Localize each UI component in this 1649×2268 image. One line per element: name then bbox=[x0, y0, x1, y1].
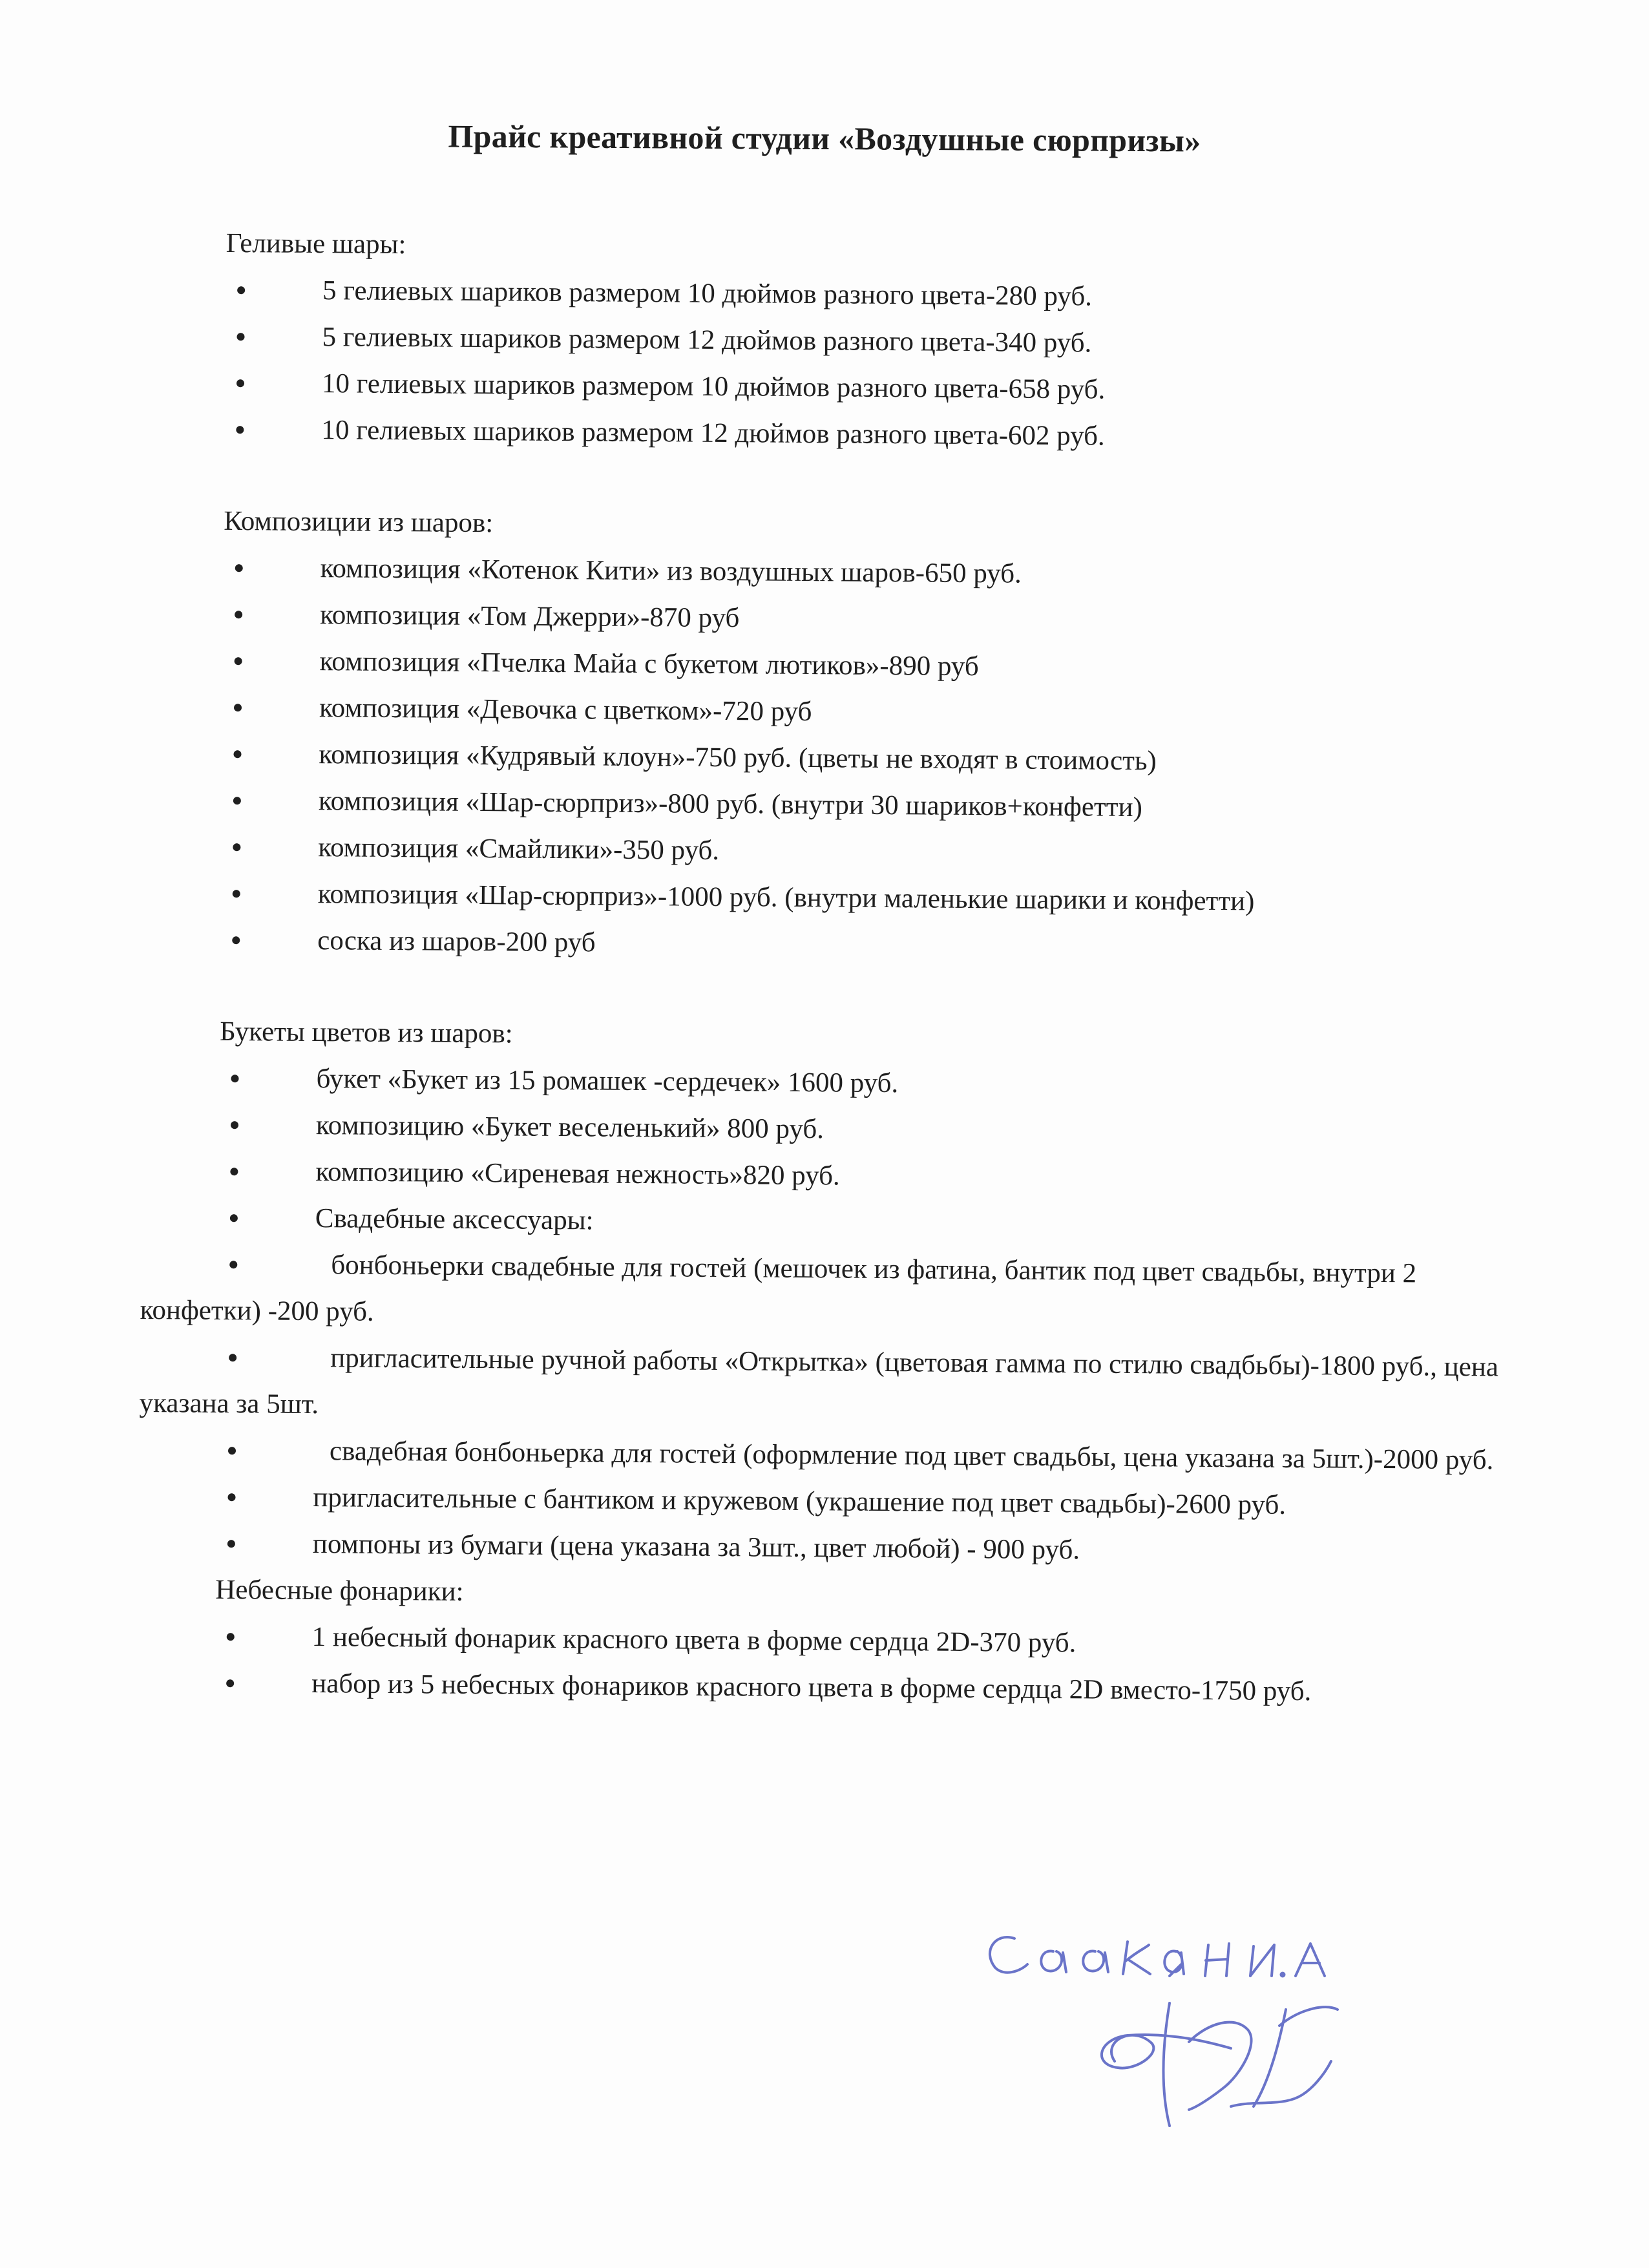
bullet-icon: ● bbox=[232, 697, 244, 718]
signature bbox=[976, 1913, 1441, 2158]
list-item: ● композиция «Девочка с цветком»-720 руб bbox=[145, 684, 1515, 741]
list-compositions bbox=[143, 544, 1516, 974]
bullet-icon: ● bbox=[229, 1115, 240, 1135]
bullet-icon: ● bbox=[226, 1487, 238, 1507]
section-heading-bouquets: Букеты цветов из шаров: bbox=[219, 1016, 513, 1049]
bullet-icon: ● bbox=[229, 1068, 241, 1089]
list-item: ● композицию «Букет веселенький» 800 руб. bbox=[142, 1101, 1512, 1159]
list-item: ● композиция «Шар-сюрприз»-1000 руб. (внутри маленькие шарики и конфетти) bbox=[143, 870, 1514, 927]
list-item: ● композиция «Кудрявый клоун»-750 руб. (цветы не входят в стоимость) bbox=[144, 730, 1515, 788]
section-heading-lanterns: Небесные фонарики: bbox=[215, 1574, 464, 1607]
bullet-icon: ● bbox=[225, 1626, 236, 1647]
price-list bbox=[137, 220, 1518, 1717]
bullet-icon: ● bbox=[231, 790, 243, 811]
section-heading-compositions: Композиции из шаров: bbox=[224, 505, 494, 539]
bullet-icon: ● bbox=[235, 326, 247, 347]
bullet-icon: ● bbox=[226, 1533, 237, 1554]
list-item: ● композицию «Сиреневая нежность»820 руб. bbox=[141, 1148, 1511, 1205]
list-item: ● набор из 5 небесных фонариков красного цвета в форме сердца 2D вместо-1750 руб. bbox=[137, 1659, 1507, 1717]
signature-ink bbox=[990, 1937, 1338, 2126]
bullet-icon: ● bbox=[226, 1440, 238, 1461]
bullet-icon: ● bbox=[231, 883, 242, 904]
bullet-icon: ● bbox=[233, 651, 244, 671]
list-item: ● свадебная бонбоньерка для гостей (оформление под цвет свадьбы, цена указана за 5шт.)-2000 руб. bbox=[139, 1427, 1509, 1484]
list-item: ● помпоны из бумаги (цена указана за 3шт., цвет любой) - 900 руб. bbox=[138, 1520, 1509, 1577]
bullet-icon: ● bbox=[227, 1254, 239, 1275]
list-item: ● 10 гелиевых шариков размером 12 дюймов разного цвета-602 руб. bbox=[147, 406, 1517, 463]
bullet-icon: ● bbox=[227, 1347, 238, 1368]
list-bouquets bbox=[138, 1055, 1512, 1577]
bullet-icon: ● bbox=[233, 558, 245, 578]
list-item: ● пригласительные ручной работы «Открытка» (цветовая гамма по стилю свадбьбы)-1800 руб., цена указана за 5шт. bbox=[139, 1334, 1509, 1438]
bullet-icon: ● bbox=[228, 1161, 240, 1182]
bullet-icon: ● bbox=[235, 280, 247, 300]
list-item: ● бонбоньерки свадебные для гостей (мешочек из фатина, бантик под цвет свадьбы, внутри 2 конфетки) -200 руб. bbox=[140, 1241, 1510, 1345]
bullet-icon: ● bbox=[234, 419, 246, 440]
list-helium bbox=[147, 266, 1518, 463]
list-item: ● композиция «Пчелка Майа с букетом лютиков»-890 руб bbox=[145, 637, 1515, 695]
bullet-icon: ● bbox=[224, 1672, 236, 1694]
list-item: ● 1 небесный фонарик красного цвета в форме сердца 2D-370 руб. bbox=[138, 1613, 1508, 1670]
list-item: ● букет «Букет из 15 ромашек -сердечек» 1600 руб. bbox=[142, 1055, 1512, 1112]
bullet-icon: ● bbox=[228, 1208, 240, 1228]
list-item: ● 5 гелиевых шариков размером 12 дюймов разного цвета-340 руб. bbox=[147, 313, 1518, 370]
list-item: ● композиция «Котенок Кити» из воздушных шаров-650 руб. bbox=[145, 544, 1516, 602]
list-item: ● Свадебные аксессуары: bbox=[141, 1194, 1511, 1252]
list-item: ● 10 гелиевых шариков размером 10 дюймов разного цвета-658 руб. bbox=[147, 359, 1518, 417]
bullet-icon: ● bbox=[235, 373, 246, 394]
bullet-icon: ● bbox=[231, 744, 244, 764]
bullet-icon: ● bbox=[230, 930, 242, 950]
page-title: Прайс креативной студии «Воздушные сюрпризы» bbox=[448, 118, 1201, 159]
list-item: ● 5 гелиевых шариков размером 10 дюймов разного цвета-280 руб. bbox=[148, 266, 1518, 324]
list-item: ● композиция «Шар-сюрприз»-800 руб. (внутри 30 шариков+конфетти) bbox=[144, 777, 1515, 834]
section-heading-helium: Геливые шары: bbox=[226, 227, 406, 260]
bullet-icon: ● bbox=[231, 837, 242, 857]
list-item: ● пригласительные с бантиком и кружевом (украшение под цвет свадьбы)-2600 руб. bbox=[138, 1473, 1509, 1531]
list-item: ● соска из шаров-200 руб bbox=[143, 916, 1513, 974]
list-lanterns bbox=[137, 1613, 1507, 1717]
list-item: ● композиция «Смайлики»-350 руб. bbox=[143, 823, 1514, 881]
list-item: ● композиция «Том Джерри»-870 руб bbox=[145, 591, 1516, 648]
bullet-icon: ● bbox=[233, 604, 244, 625]
